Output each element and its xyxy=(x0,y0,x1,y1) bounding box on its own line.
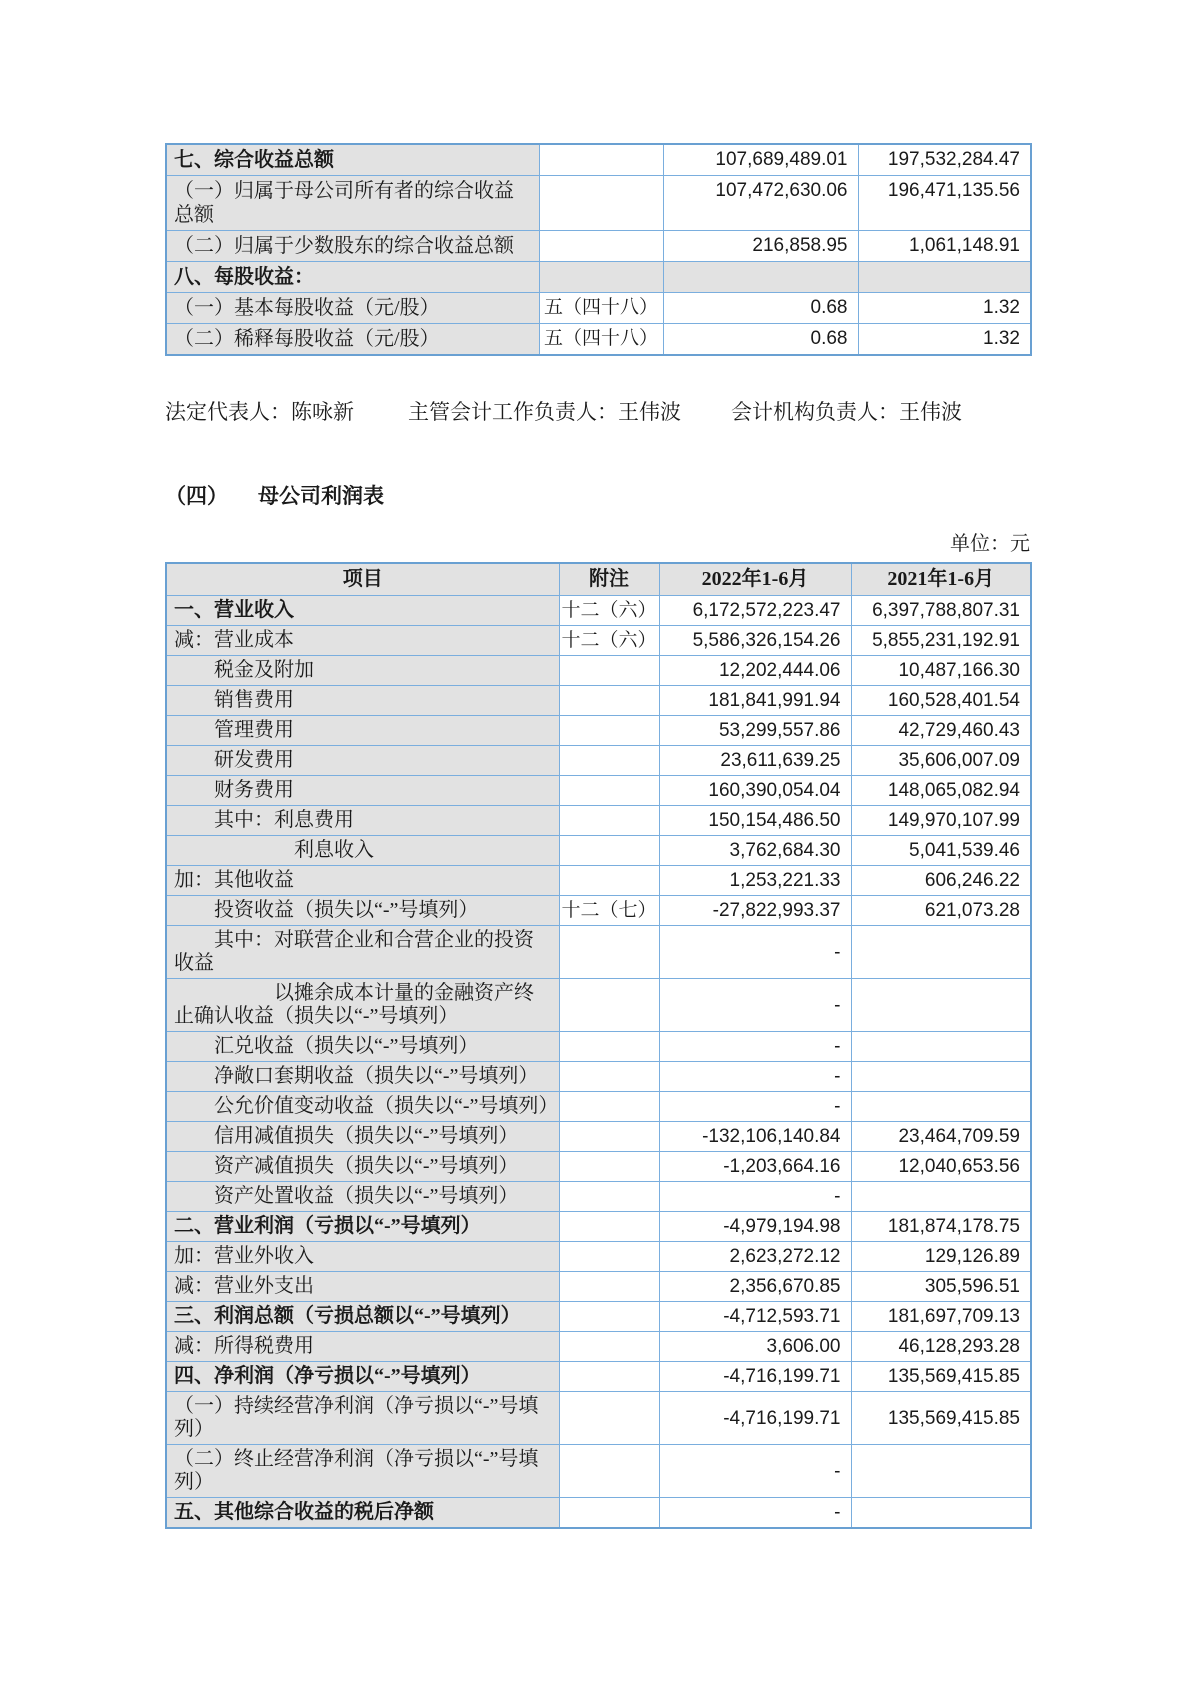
row-label-cell: 财务费用 xyxy=(166,776,559,806)
value-2021-cell xyxy=(851,979,1031,1032)
value-2021-cell: 181,874,178.75 xyxy=(851,1212,1031,1242)
value-2022-cell: - xyxy=(659,1182,851,1212)
value-2021-cell: 5,041,539.46 xyxy=(851,836,1031,866)
note-cell xyxy=(559,1152,659,1182)
value-2022-cell: - xyxy=(659,1498,851,1529)
value-2022-cell: 1,253,221.33 xyxy=(659,866,851,896)
value-2021-cell: 197,532,284.47 xyxy=(858,144,1031,176)
table-row xyxy=(166,866,1031,896)
note-cell xyxy=(559,1392,659,1445)
note-cell xyxy=(559,866,659,896)
row-label-cell: 研发费用 xyxy=(166,746,559,776)
row-label-cell: 投资收益（损失以“-”号填列） xyxy=(166,896,559,926)
value-2021-cell xyxy=(851,1062,1031,1092)
row-label-cell: （一）基本每股收益（元/股） xyxy=(166,293,539,324)
value-2022-cell: 2,356,670.85 xyxy=(659,1272,851,1302)
column-header-note: 附注 xyxy=(559,563,659,596)
table-row xyxy=(166,324,1031,356)
value-2022-cell: -4,716,199.71 xyxy=(659,1392,851,1445)
table-row xyxy=(166,806,1031,836)
value-2021-cell: 1.32 xyxy=(858,293,1031,324)
value-2021-cell: 5,855,231,192.91 xyxy=(851,626,1031,656)
legal-representative-label: 法定代表人：陈咏新 xyxy=(165,400,354,424)
note-cell xyxy=(559,1032,659,1062)
note-cell xyxy=(559,926,659,979)
value-2021-cell: 621,073.28 xyxy=(851,896,1031,926)
value-2022-cell: 3,762,684.30 xyxy=(659,836,851,866)
table-row xyxy=(166,656,1031,686)
row-label-cell: 公允价值变动收益（损失以“-”号填列） xyxy=(166,1092,559,1122)
row-label-cell: （二）归属于少数股东的综合收益总额 xyxy=(166,231,539,262)
row-label-cell: 汇兑收益（损失以“-”号填列） xyxy=(166,1032,559,1062)
row-label-cell: 五、其他综合收益的税后净额 xyxy=(166,1498,559,1529)
table-row xyxy=(166,1362,1031,1392)
value-2022-cell: - xyxy=(659,1032,851,1062)
table-row xyxy=(166,262,1031,293)
section-title-text: 母公司利润表 xyxy=(258,484,384,508)
row-label-cell: 二、营业利润（亏损以“-”号填列） xyxy=(166,1212,559,1242)
chief-accounting-officer-label: 主管会计工作负责人：王伟波 xyxy=(408,400,681,424)
value-2021-cell: 12,040,653.56 xyxy=(851,1152,1031,1182)
row-label-cell: 其中：利息费用 xyxy=(166,806,559,836)
table-row xyxy=(166,896,1031,926)
column-header-2021: 2021年1-6月 xyxy=(851,563,1031,596)
value-2022-cell: - xyxy=(659,1092,851,1122)
value-2022-cell: 0.68 xyxy=(663,324,858,356)
table-row xyxy=(166,1332,1031,1362)
note-cell: 五（四十八） xyxy=(539,324,663,356)
table-row xyxy=(166,1272,1031,1302)
table-row xyxy=(166,626,1031,656)
value-2022-cell: 216,858.95 xyxy=(663,231,858,262)
value-2022-cell: 2,623,272.12 xyxy=(659,1242,851,1272)
table-row xyxy=(166,596,1031,626)
value-2021-cell xyxy=(851,926,1031,979)
section-number: （四） xyxy=(165,484,228,508)
row-label-cell: 减：所得税费用 xyxy=(166,1332,559,1362)
table-row xyxy=(166,979,1031,1032)
value-2021-cell: 35,606,007.09 xyxy=(851,746,1031,776)
value-2022-cell xyxy=(663,262,858,293)
table-row xyxy=(166,176,1031,231)
table-row xyxy=(166,776,1031,806)
value-2022-cell: -4,712,593.71 xyxy=(659,1302,851,1332)
table-row xyxy=(166,1092,1031,1122)
row-label-cell: 资产处置收益（损失以“-”号填列） xyxy=(166,1182,559,1212)
note-cell xyxy=(539,144,663,176)
value-2021-cell: 196,471,135.56 xyxy=(858,176,1031,231)
table-row xyxy=(166,1152,1031,1182)
value-2021-cell: 42,729,460.43 xyxy=(851,716,1031,746)
value-2022-cell: 23,611,639.25 xyxy=(659,746,851,776)
note-cell: 五（四十八） xyxy=(539,293,663,324)
row-label-cell: 七、综合收益总额 xyxy=(166,144,539,176)
value-2022-cell: 181,841,991.94 xyxy=(659,686,851,716)
row-label-cell: 税金及附加 xyxy=(166,656,559,686)
table-row xyxy=(166,1032,1031,1062)
value-2021-cell: 135,569,415.85 xyxy=(851,1392,1031,1445)
value-2022-cell: - xyxy=(659,926,851,979)
value-2022-cell: 107,472,630.06 xyxy=(663,176,858,231)
table-row xyxy=(166,1498,1031,1529)
note-cell xyxy=(559,979,659,1032)
table-row xyxy=(166,1242,1031,1272)
value-2022-cell: -1,203,664.16 xyxy=(659,1152,851,1182)
row-label-cell: 信用减值损失（损失以“-”号填列） xyxy=(166,1122,559,1152)
column-header-2022: 2022年1-6月 xyxy=(659,563,851,596)
signature-line xyxy=(165,398,1030,428)
row-label-cell: 减：营业成本 xyxy=(166,626,559,656)
note-cell xyxy=(559,1272,659,1302)
value-2021-cell: 1,061,148.91 xyxy=(858,231,1031,262)
row-label-cell: 利息收入 xyxy=(166,836,559,866)
value-2022-cell: -4,716,199.71 xyxy=(659,1362,851,1392)
table-row xyxy=(166,1302,1031,1332)
column-header-item: 项目 xyxy=(166,563,559,596)
row-label-cell: 资产减值损失（损失以“-”号填列） xyxy=(166,1152,559,1182)
table-row xyxy=(166,746,1031,776)
table-row xyxy=(166,1182,1031,1212)
table-row xyxy=(166,1062,1031,1092)
value-2021-cell xyxy=(858,262,1031,293)
row-label-cell: 加：营业外收入 xyxy=(166,1242,559,1272)
value-2021-cell xyxy=(851,1092,1031,1122)
table-row xyxy=(166,1212,1031,1242)
value-2021-cell: 160,528,401.54 xyxy=(851,686,1031,716)
value-2022-cell: 107,689,489.01 xyxy=(663,144,858,176)
note-cell: 十二（六） xyxy=(559,626,659,656)
note-cell xyxy=(559,1062,659,1092)
value-2022-cell: 0.68 xyxy=(663,293,858,324)
note-cell xyxy=(559,1332,659,1362)
value-2022-cell: 53,299,557.86 xyxy=(659,716,851,746)
row-label-cell: （二）稀释每股收益（元/股） xyxy=(166,324,539,356)
row-label-cell: 一、营业收入 xyxy=(166,596,559,626)
table-row xyxy=(166,926,1031,979)
value-2021-cell xyxy=(851,1032,1031,1062)
row-label-cell: 其中：对联营企业和合营企业的投资收益 xyxy=(166,926,559,979)
note-cell xyxy=(559,806,659,836)
value-2022-cell: - xyxy=(659,1445,851,1498)
note-cell: 十二（七） xyxy=(559,896,659,926)
value-2022-cell: 3,606.00 xyxy=(659,1332,851,1362)
value-2021-cell: 10,487,166.30 xyxy=(851,656,1031,686)
note-cell xyxy=(559,1445,659,1498)
row-label-cell: 销售费用 xyxy=(166,686,559,716)
value-2022-cell: - xyxy=(659,1062,851,1092)
row-label-cell: 净敞口套期收益（损失以“-”号填列） xyxy=(166,1062,559,1092)
section-title xyxy=(165,482,1030,510)
note-cell xyxy=(559,1212,659,1242)
value-2021-cell: 23,464,709.59 xyxy=(851,1122,1031,1152)
row-label-cell: 减：营业外支出 xyxy=(166,1272,559,1302)
note-cell xyxy=(559,716,659,746)
row-label-cell: （二）终止经营净利润（净亏损以“-”号填列） xyxy=(166,1445,559,1498)
value-2021-cell: 149,970,107.99 xyxy=(851,806,1031,836)
note-cell xyxy=(559,1182,659,1212)
note-cell xyxy=(559,1362,659,1392)
table-row xyxy=(166,293,1031,324)
row-label-cell: 加：其他收益 xyxy=(166,866,559,896)
value-2021-cell: 181,697,709.13 xyxy=(851,1302,1031,1332)
note-cell xyxy=(539,262,663,293)
note-cell xyxy=(539,176,663,231)
note-cell xyxy=(559,836,659,866)
table-row xyxy=(166,1122,1031,1152)
value-2021-cell: 6,397,788,807.31 xyxy=(851,596,1031,626)
value-2021-cell: 135,569,415.85 xyxy=(851,1362,1031,1392)
note-cell xyxy=(559,1092,659,1122)
value-2021-cell: 129,126.89 xyxy=(851,1242,1031,1272)
accounting-dept-head-label: 会计机构负责人：王伟波 xyxy=(731,400,962,424)
note-cell xyxy=(559,1122,659,1152)
value-2022-cell: 160,390,054.04 xyxy=(659,776,851,806)
parent-company-income-statement-table xyxy=(165,562,1032,1529)
row-label-cell: 以摊余成本计量的金融资产终止确认收益（损失以“-”号填列） xyxy=(166,979,559,1032)
table-row xyxy=(166,144,1031,176)
note-cell xyxy=(559,656,659,686)
note-cell xyxy=(559,686,659,716)
note-cell xyxy=(559,1242,659,1272)
note-cell xyxy=(559,746,659,776)
unit-label: 单位：元 xyxy=(950,533,1030,555)
value-2022-cell: -132,106,140.84 xyxy=(659,1122,851,1152)
value-2021-cell xyxy=(851,1498,1031,1529)
value-2022-cell: 150,154,486.50 xyxy=(659,806,851,836)
table-row xyxy=(166,1392,1031,1445)
value-2022-cell: -27,822,993.37 xyxy=(659,896,851,926)
table-row xyxy=(166,231,1031,262)
note-cell: 十二（六） xyxy=(559,596,659,626)
value-2022-cell: - xyxy=(659,979,851,1032)
row-label-cell: 三、利润总额（亏损总额以“-”号填列） xyxy=(166,1302,559,1332)
consolidated-income-statement-continued-table xyxy=(165,143,1032,356)
note-cell xyxy=(559,1498,659,1529)
row-label-cell: （一）持续经营净利润（净亏损以“-”号填列） xyxy=(166,1392,559,1445)
value-2021-cell xyxy=(851,1445,1031,1498)
value-2021-cell: 606,246.22 xyxy=(851,866,1031,896)
value-2021-cell: 1.32 xyxy=(858,324,1031,356)
row-label-cell: 管理费用 xyxy=(166,716,559,746)
note-cell xyxy=(539,231,663,262)
table-row xyxy=(166,836,1031,866)
value-2022-cell: -4,979,194.98 xyxy=(659,1212,851,1242)
value-2022-cell: 6,172,572,223.47 xyxy=(659,596,851,626)
row-label-cell: 八、每股收益： xyxy=(166,262,539,293)
value-2021-cell xyxy=(851,1182,1031,1212)
document-page xyxy=(165,143,1030,1529)
value-2021-cell: 305,596.51 xyxy=(851,1272,1031,1302)
value-2021-cell: 46,128,293.28 xyxy=(851,1332,1031,1362)
note-cell xyxy=(559,1302,659,1332)
value-2022-cell: 5,586,326,154.26 xyxy=(659,626,851,656)
table-row xyxy=(166,716,1031,746)
table-header-row xyxy=(166,563,1031,596)
value-2022-cell: 12,202,444.06 xyxy=(659,656,851,686)
value-2021-cell: 148,065,082.94 xyxy=(851,776,1031,806)
table-row xyxy=(166,1445,1031,1498)
row-label-cell: （一）归属于母公司所有者的综合收益总额 xyxy=(166,176,539,231)
row-label-cell: 四、净利润（净亏损以“-”号填列） xyxy=(166,1362,559,1392)
note-cell xyxy=(559,776,659,806)
table-row xyxy=(166,686,1031,716)
